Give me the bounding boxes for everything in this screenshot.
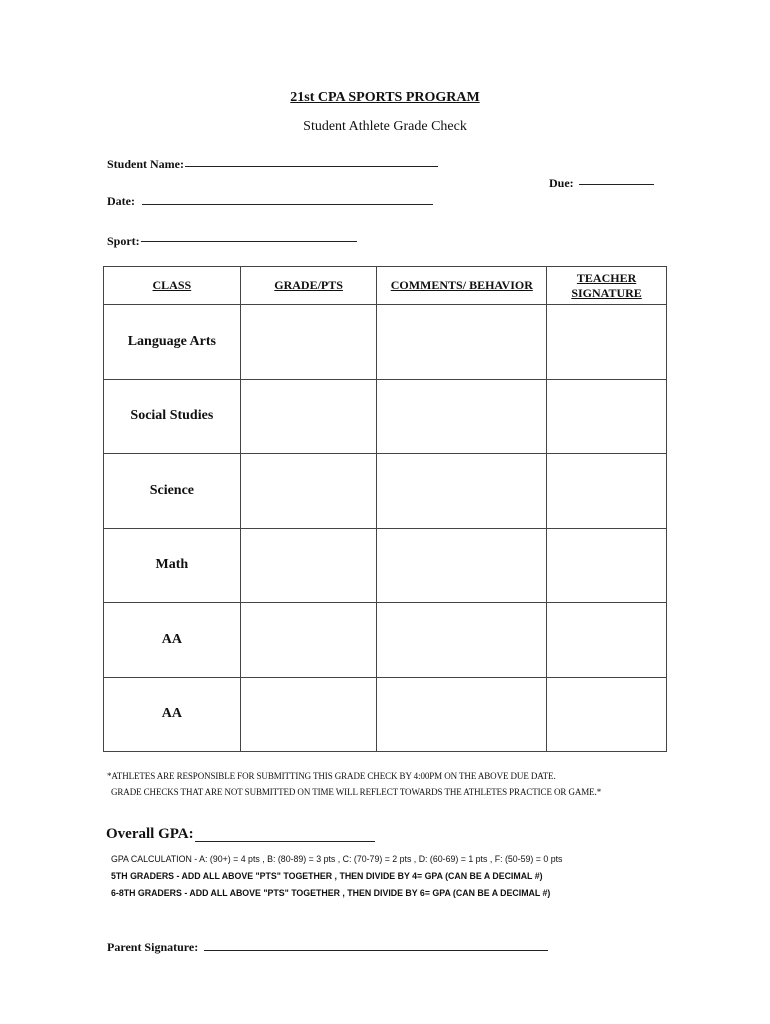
class-name: AA: [104, 603, 241, 678]
comments-cell[interactable]: [377, 454, 547, 529]
document-subtitle: Student Athlete Grade Check: [303, 119, 467, 134]
sport-label: Sport:: [107, 234, 140, 248]
overall-gpa-label: Overall GPA:: [106, 826, 194, 842]
submission-note: *ATHLETES ARE RESPONSIBLE FOR SUBMITTING THIS GRADE CHECK BY 4:00PM ON THE ABOVE DUE DATE.: [107, 771, 556, 781]
table-row: [104, 603, 667, 678]
parent-signature-field[interactable]: [204, 950, 548, 951]
sport-field[interactable]: [141, 241, 357, 242]
comments-cell[interactable]: [377, 305, 547, 380]
comments-cell[interactable]: [377, 603, 547, 678]
date-label: Date:: [107, 194, 135, 208]
document-title: 21st CPA SPORTS PROGRAM: [290, 90, 480, 105]
signature-cell[interactable]: [547, 454, 667, 529]
header-grade-pts: GRADE/PTS: [240, 267, 377, 305]
table-header-row: [104, 267, 667, 305]
grade-cell[interactable]: [240, 528, 377, 603]
date-field[interactable]: [142, 204, 433, 205]
class-name: Science: [104, 454, 241, 529]
gpa-calculation: GPA CALCULATION - A: (90+) = 4 pts , B: (80-89) = 3 pts , C: (70-79) = 2 pts , D: (60-69) = 1 pts , F: (50-59) = 0 pts: [111, 854, 563, 864]
student-name-field[interactable]: [185, 166, 438, 167]
parent-signature-label: Parent Signature:: [107, 940, 199, 954]
grade-table: [103, 266, 667, 752]
due-label: Due:: [549, 176, 574, 190]
late-note: GRADE CHECKS THAT ARE NOT SUBMITTED ON TIME WILL REFLECT TOWARDS THE ATHLETES PRACTICE OR GAME.*: [111, 787, 602, 797]
table-row: [104, 379, 667, 454]
gpa-rule-6-8th: 6-8TH GRADERS - ADD ALL ABOVE "PTS" TOGETHER , THEN DIVIDE BY 6= GPA (CAN BE A DECIMAL #): [111, 888, 551, 898]
class-name: Math: [104, 528, 241, 603]
grade-cell[interactable]: [240, 379, 377, 454]
comments-cell[interactable]: [377, 677, 547, 752]
signature-cell[interactable]: [547, 379, 667, 454]
due-field[interactable]: [579, 184, 654, 185]
grade-cell[interactable]: [240, 603, 377, 678]
grade-cell[interactable]: [240, 305, 377, 380]
student-name-label: Student Name:: [107, 157, 184, 171]
signature-cell[interactable]: [547, 603, 667, 678]
comments-cell[interactable]: [377, 379, 547, 454]
grade-cell[interactable]: [240, 677, 377, 752]
table-row: [104, 528, 667, 603]
signature-cell[interactable]: [547, 528, 667, 603]
comments-cell[interactable]: [377, 528, 547, 603]
header-class: CLASS: [104, 267, 241, 305]
signature-cell[interactable]: [547, 677, 667, 752]
header-teacher-signature: TEACHER SIGNATURE: [547, 267, 667, 305]
class-name: Language Arts: [104, 305, 241, 380]
overall-gpa-field[interactable]: [195, 841, 375, 842]
grade-cell[interactable]: [240, 454, 377, 529]
table-row: [104, 454, 667, 529]
table-row: [104, 677, 667, 752]
header-comments-behavior: COMMENTS/ BEHAVIOR: [377, 267, 547, 305]
table-row: [104, 305, 667, 380]
class-name: Social Studies: [104, 379, 241, 454]
class-name: AA: [104, 677, 241, 752]
signature-cell[interactable]: [547, 305, 667, 380]
gpa-rule-5th: 5TH GRADERS - ADD ALL ABOVE "PTS" TOGETHER , THEN DIVIDE BY 4= GPA (CAN BE A DECIMAL #): [111, 871, 543, 881]
